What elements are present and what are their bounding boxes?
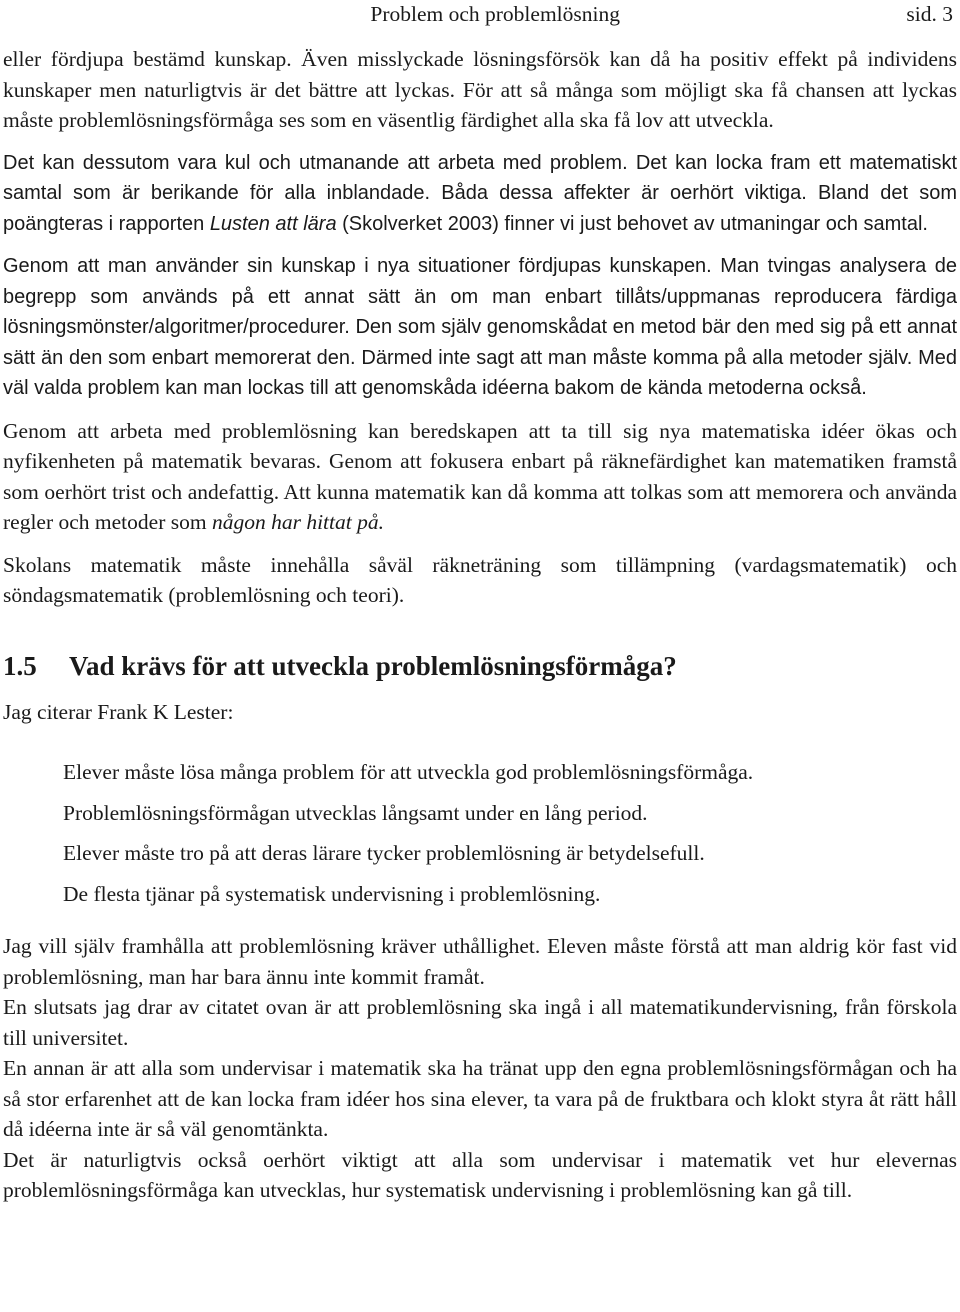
- quote-item: Elever måste tro på att deras lärare tycker problemlösning är betydelsefull.: [63, 841, 705, 865]
- section-heading: [3, 649, 957, 683]
- header-title: Problem och problemlösning: [370, 2, 620, 26]
- paragraph-2-tail: (Skolverket 2003) finner vi just behovet av utmaningar och samtal.: [336, 212, 928, 235]
- paragraph-4-text: Genom att arbeta med problemlösning kan beredskapen att ta till sig nya matematiska idéer ökas och nyfikenheten på matematik bevaras. Genom att fokusera enbart på räknefärdighet kan matematiken framstå som oerhört trist och andefattig. Att kunna matematik kan då komma att tolkas som att memorera och använda regler och metoder som: [3, 418, 957, 534]
- paragraph-1: eller fördjupa bestämd kunskap. Även misslyckade lösningsförsök kan då ha positiv effekt på individens kunskaper men naturligtvis är det bättre att lyckas. För att så många som möjligt ska få chansen att lyckas måste problemlösningsförmåga ses som en väsentlig färdighet alla ska få lov att utveckla.: [3, 47, 957, 132]
- paragraph-5: Skolans matematik måste innehålla såväl räkneträning som tillämpning (vardagsmatematik) och söndagsmatematik (problemlösning och teori).: [3, 552, 957, 607]
- paragraph-2: [3, 148, 957, 240]
- closing-paragraph-2: En slutsats jag drar av citatet ovan är att problemlösning ska ingå i all matematikundervisning, från förskola till universitet.: [3, 995, 957, 1050]
- page-number: sid. 3: [906, 2, 953, 26]
- quote-list: [63, 757, 957, 909]
- quote-item: Problemlösningsförmågan utvecklas långsamt under en lång period.: [63, 800, 648, 825]
- quote-intro: Jag citerar Frank K Lester:: [3, 699, 234, 724]
- report-title: Lusten att lära: [209, 212, 337, 235]
- paragraph-4-emphasis: någon har hittat på.: [211, 510, 384, 534]
- quote-item: Elever måste lösa många problem för att utveckla god problemlösningsförmåga.: [63, 760, 754, 784]
- paragraph-4: [3, 416, 957, 538]
- paragraph-2-text: Det kan dessutom vara kul och utmanande att arbeta med problem. Det kan locka fram ett matematiskt samtal som är berikande för alla inblandade. Båda dessa affekter är oerhört viktiga. Bland det som poängteras i rapporten: [3, 151, 957, 235]
- section-number: 1.5: [3, 650, 37, 681]
- closing-paragraph-1: Jag vill själv framhålla att problemlösning kräver uthållighet. Eleven måste förstå att man aldrig kör fast vid problemlösning, man har bara ännu inte kommit framåt.: [3, 934, 957, 989]
- quote-item: De flesta tjänar på systematisk undervisning i problemlösning.: [63, 881, 601, 906]
- running-header: [3, 0, 957, 30]
- document-page: [3, 0, 957, 1206]
- closing-paragraph-3: En annan är att alla som undervisar i matematik ska ha tränat upp den egna problemlösningsförmågan och ha så stor erfarenhet att de kan locka fram idéer hos sina elever, ta vara på de fruktbara och klokt styra åt rätt håll då idéerna inte är så väl genomtänkta.: [3, 1056, 957, 1141]
- section-title: Vad krävs för att utveckla problemlösningsförmåga?: [69, 650, 677, 681]
- paragraph-3: Genom att man använder sin kunskap i nya situationer fördjupas kunskapen. Man tvingas analysera de begrepp som används på ett annat sätt än om man enbart tillåts/uppmanas reproducera färdiga lösningsmönster/algoritmer/procedurer. Den som själv genomskådat en metod bär den med sig på ett annat sätt än den som enbart memorerat den. Därmed inte sagt att man måste komma på alla metoder själv. Med väl valda problem kan man lockas till att genomskåda idéerna bakom de kända metoderna också.: [3, 255, 957, 399]
- closing-paragraph-4: Det är naturligtvis också oerhört viktigt att alla som undervisar i matematik vet hur elevernas problemlösningsförmåga kan utvecklas, hur systematisk undervisning i problemlösning kan gå till.: [3, 1147, 957, 1202]
